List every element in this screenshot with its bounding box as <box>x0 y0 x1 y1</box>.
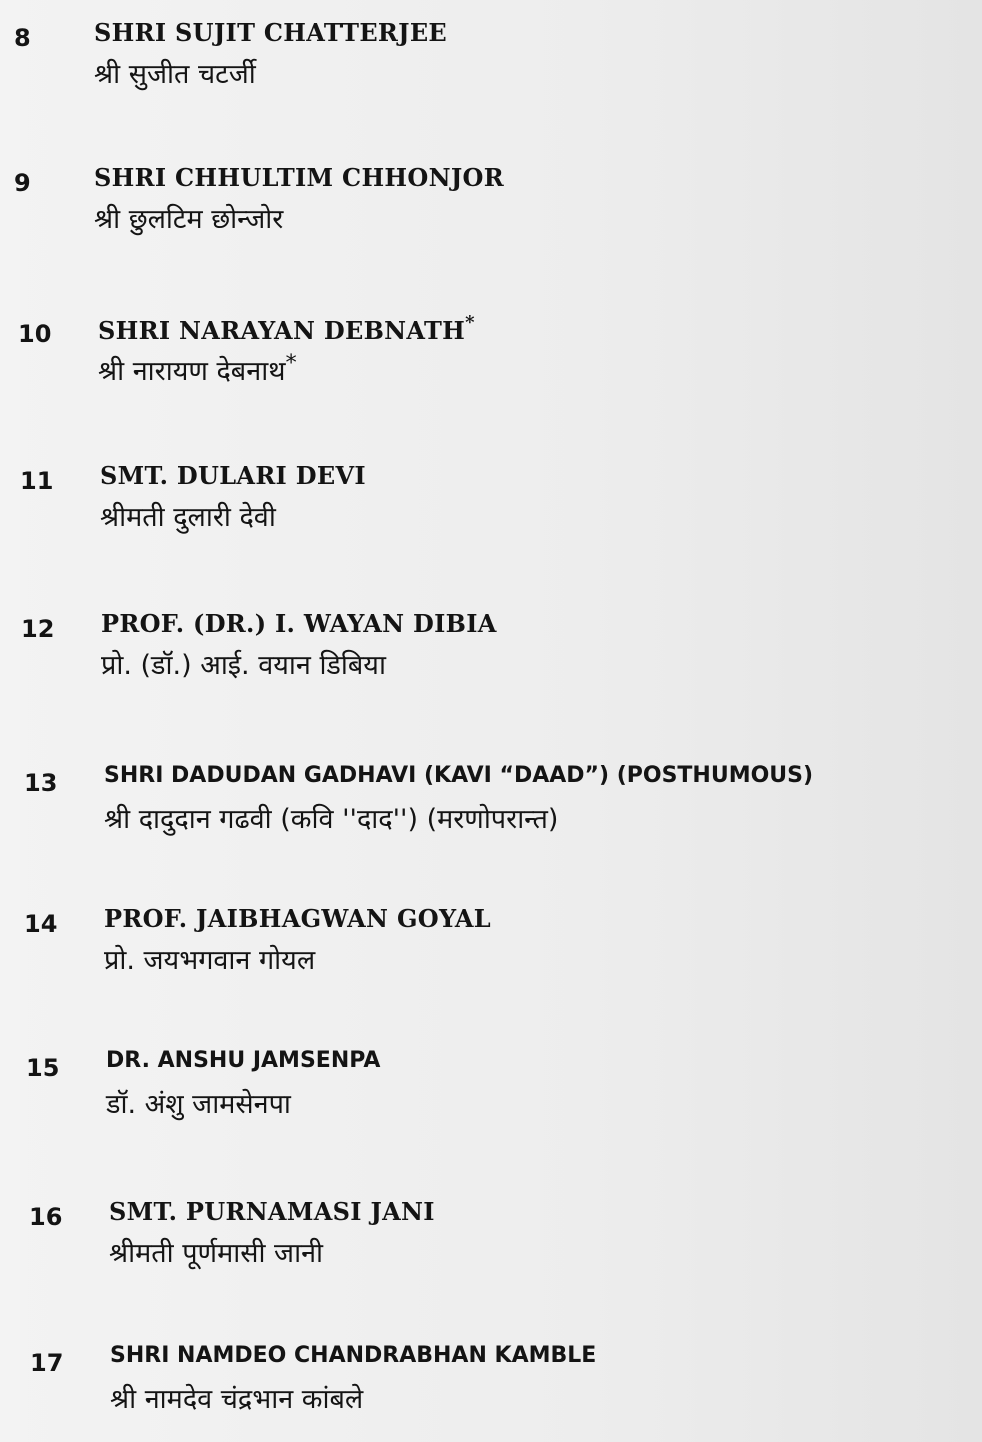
entry-number: 10 <box>18 320 52 348</box>
asterisk-marker: * <box>465 312 475 333</box>
entry-name-hindi: श्री नामदेव चंद्रभान कांबले <box>110 1384 364 1415</box>
asterisk-marker: * <box>285 350 297 376</box>
entry-name-english: SMT. DULARI DEVI <box>100 461 366 490</box>
entry-number: 9 <box>14 169 31 197</box>
entry-name-english: SHRI SUJIT CHATTERJEE <box>94 18 448 47</box>
entry-name-english: PROF. (DR.) I. WAYAN DIBIA <box>101 609 497 638</box>
entry-name-english: DR. ANSHU JAMSENPA <box>106 1048 381 1073</box>
entry-name-text: SHRI NARAYAN DEBNATH <box>98 316 466 345</box>
entry-name-hindi: प्रो. (डॉ.) आई. वयान डिबिया <box>101 650 386 681</box>
entry-name-english: PROF. JAIBHAGWAN GOYAL <box>104 904 491 933</box>
entry-name-hindi: श्री छुलटिम छोन्जोर <box>94 204 284 235</box>
entry-number: 17 <box>30 1349 64 1377</box>
entry-name-hindi: श्री दादुदान गढवी (कवि ''दाद'') (मरणोपरान्त) <box>104 804 559 835</box>
entry-number: 15 <box>26 1054 60 1082</box>
entry-name-hindi: डॉ. अंशु जामसेनपा <box>106 1089 291 1120</box>
entry-name-hindi: श्रीमती पूर्णमासी जानी <box>109 1238 324 1269</box>
entry-number: 8 <box>14 24 31 52</box>
entry-name-hindi: श्रीमती दुलारी देवी <box>100 502 276 533</box>
entry-number: 14 <box>24 910 58 938</box>
entry-name-hindi-text: श्री नारायण देबनाथ <box>98 356 286 387</box>
entry-name-hindi <box>98 350 297 388</box>
entry-name-english: SHRI CHHULTIM CHHONJOR <box>94 163 504 192</box>
entry-number: 16 <box>29 1203 63 1231</box>
entry-name-english: SHRI DADUDAN GADHAVI (KAVI “DAAD”) (POSTHUMOUS) <box>104 763 814 788</box>
entry-name-english <box>98 314 475 345</box>
entry-number: 11 <box>20 467 54 495</box>
entry-number: 13 <box>24 769 58 797</box>
entry-name-hindi: प्रो. जयभगवान गोयल <box>104 945 316 976</box>
entry-name-english: SMT. PURNAMASI JANI <box>109 1197 435 1226</box>
entry-name-hindi: श्री सुजीत चटर्जी <box>94 59 256 90</box>
entry-number: 12 <box>21 615 55 643</box>
entry-name-english: SHRI NAMDEO CHANDRABHAN KAMBLE <box>110 1343 597 1368</box>
